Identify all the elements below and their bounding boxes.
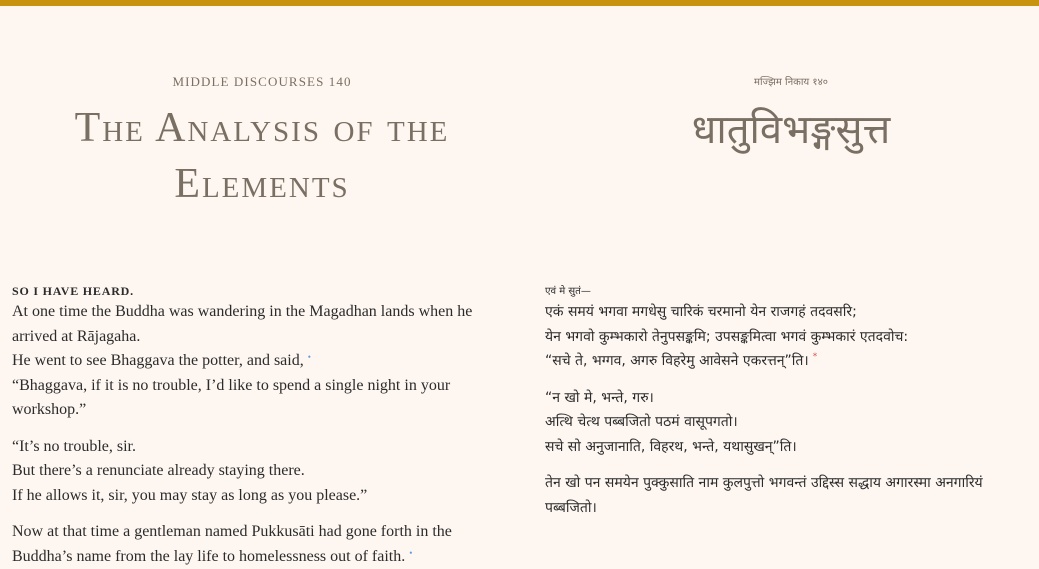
pali-sutta-title: धातुविभङ्गसुत्त xyxy=(543,100,1039,155)
english-title-line-2: Elements xyxy=(174,161,349,207)
pali-opening: एवं मे सुतं— xyxy=(545,283,1039,300)
pali-paragraph xyxy=(545,300,1039,374)
english-paragraph xyxy=(12,520,527,569)
top-accent-bar xyxy=(0,0,1039,6)
pali-paragraph xyxy=(545,386,1039,460)
text-line xyxy=(545,349,1039,374)
text-line: arrived at Rājagaha. xyxy=(12,325,527,350)
text-line-content: He went to see Bhaggava the potter, and said, xyxy=(12,352,304,369)
text-line xyxy=(12,349,527,374)
english-paragraph xyxy=(12,435,527,509)
english-paragraph xyxy=(12,300,527,423)
english-sutta-title xyxy=(12,100,512,212)
text-line: At one time the Buddha was wandering in the Magadhan lands when he xyxy=(12,300,527,325)
text-line: workshop.” xyxy=(12,398,527,423)
text-line-content: Buddha’s name from the lay life to homelessness out of faith. xyxy=(12,548,405,565)
text-line: If he allows it, sir, you may stay as long as you please.” xyxy=(12,484,527,509)
text-line: सचे सो अनुजानाति, विहरथ, भन्ते, यथासुखन्”ति। xyxy=(545,435,1039,460)
text-line: येन भगवो कुम्भकारो तेनुपसङ्कमि; उपसङ्कमित्वा भगवं कुम्भकारं एतदवोच: xyxy=(545,325,1039,350)
text-line: “It’s no trouble, sir. xyxy=(12,435,527,460)
text-line: “न खो मे, भन्ते, गरु। xyxy=(545,386,1039,411)
pali-text-column xyxy=(545,283,1039,520)
text-line: Now at that time a gentleman named Pukkusāti had gone forth in the xyxy=(12,520,527,545)
pali-paragraph xyxy=(545,471,1039,520)
note-marker-icon[interactable]: • xyxy=(308,352,311,362)
text-line: एकं समयं भगवा मगधेसु चारिकं चरमानो येन राजगहं तदवसरि; xyxy=(545,300,1039,325)
text-line: “Bhaggava, if it is no trouble, I’d like to spend a single night in your xyxy=(12,374,527,399)
english-title-line-1: The Analysis of the xyxy=(75,105,450,151)
variant-note-icon[interactable]: * xyxy=(813,352,818,362)
text-line: But there’s a renunciate already staying there. xyxy=(12,459,527,484)
text-line: अत्थि चेत्थ पब्बजितो पठमं वासूपगतो। xyxy=(545,410,1039,435)
text-line: तेन खो पन समयेन पुक्कुसाति नाम कुलपुत्तो भगवन्तं उद्दिस्स सद्धाय अगारस्मा अनगारियं xyxy=(545,471,1039,496)
english-text-column xyxy=(12,283,527,569)
text-line xyxy=(12,545,527,569)
english-opening: SO I HAVE HEARD. xyxy=(12,283,527,300)
note-marker-icon[interactable]: • xyxy=(409,548,412,558)
text-line-content: “सचे ते, भग्गव, अगरु विहरेमु आवेसने एकरत्तन्”ति। xyxy=(545,353,809,369)
pali-collection-subtitle: मज्झिम निकाय १४० xyxy=(543,74,1039,88)
english-collection-subtitle: MIDDLE DISCOURSES 140 xyxy=(12,74,512,90)
text-line: पब्बजितो। xyxy=(545,496,1039,521)
